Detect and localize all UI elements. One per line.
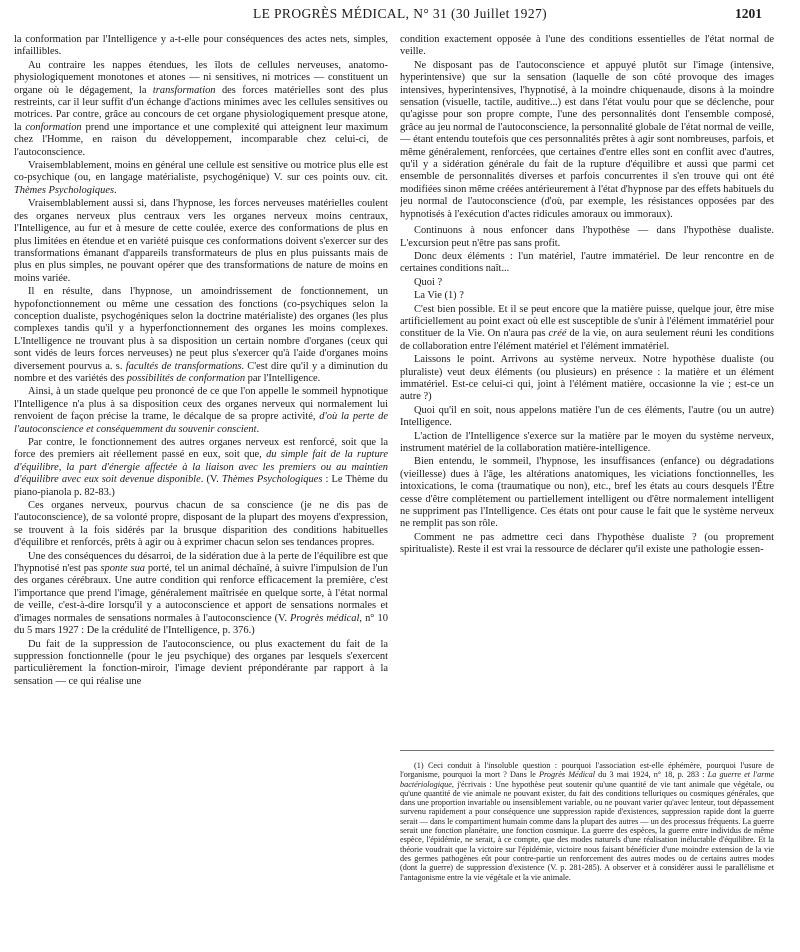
text-run: , j'écrivais : Une hypothèse peut soutenir qu'une quantité de vie tant animale que végétale, ou qu'une quantité de vie animale ne pouvant exister, du fait des conditions telluriques ou cosmiques générales, que dans une proportion invariable ou insensiblement variable, ou ne pouvant varier qu'avec lenteur, tout dépassement survenu rapidement a pour conséquence une suppression rapide d'existences, suppression rapide dont la guerre serait — dans le compartiment humain comme dans la plupart des autres — un des processus fréquents. La guerre serait une fonction planétaire, une fonction cosmique. La guerre des espèces, la guerre entre individus de même espèce, l'épidémie, ne serait, à ce compte, que des modes naturels d'une réalisation inéluctable d'équilibre. Et la théorie voudrait que la victoire sur l'épidémie, victoire nous faisant bénéficier d'une moindre extension de la vie des germes pathogènes eût pour contre-partie un renforcement des autres modes ou de certains autres modes (dont la guerre) de suppression d'existence (V. p. 281-285). A observer et à considérer aussi le parallélisme et l'antagonisme entre la vie végétale et la vie animale. [400,779,774,882]
left-column [14,34,388,946]
paragraph [400,60,774,221]
paragraph [400,405,774,430]
paragraph [14,386,388,436]
italic-text: Progrès médical [290,612,360,624]
text-run: Il en résulte, dans l'hypnose, un amoindrissement de fonctionnement, un hypofonctionnement ou même une cessation des fonctions (co-psychiques selon la conception dualiste, psychogéniques selon la doctrine matérialiste) des organes (les plus complexes tandis qu'il y a hyperfonctionnement des organes les moins complexes. L'Intelligence ne trouvant plus à sa disposition un certain nombre d'organes (ceux qui sont vidés de leurs forces nerveuses) ne peut plus s'exercer qu'à l'aide d'organes moins diversement pourvus a. s. [14,286,388,372]
text-run: la conformation par l'Intelligence y a-t-elle pour conséquences des actes nets, simples, infaillibles. [14,34,388,58]
italic-text: créé [548,328,567,340]
text-run: . [256,423,260,435]
paragraph [400,34,774,59]
text-run: Quoi ? [414,276,443,288]
text-run: Laissons le point. Arrivons au système nerveux. Notre hypothèse dualiste (ou pluraliste) veut deux éléments (ou plusieurs) en présence : la matière et un élément immatériel. Est-ce celui-ci qui, joint à l'élément matière, occasionne la vie ; est-ce un autre ?) [400,354,774,403]
text-run: Vraisemblablement, moins en général une cellule est sensitive ou motrice plus elle est co-psychique (ou, en langage matérialiste, psychogénique) V. sur ces points ouv. cit. [14,160,388,184]
page-number: 1201 [735,6,762,21]
italic-text: Thèmes Psychologiques [14,184,115,196]
paragraph [14,500,388,550]
text-run: Continuons à nous enfoncer dans l'hypothèse — dans l'hypothèse dualiste. L'excursion peut n'être pas sans profit. [400,225,774,249]
paragraph [14,198,388,285]
paragraph [14,34,388,59]
italic-text: Progrès Médical [539,770,596,780]
text-run: : Le Thème du piano-pianola p. 82-83.) [14,474,388,498]
paragraph [400,431,774,456]
text-run: du 3 mai 1924, n° 18, p. 283 : [595,770,708,780]
footnote [400,761,774,882]
text-run: Au contraire les nappes étendues, les îlots de cellules nerveuses, anatomo-physiologiquement monotones et atones — ni sensitives, ni motrices — constituent un organe où le dégagement, la [14,59,388,96]
text-run: de la vie, on aura seulement réuni les conditions de collaboration entre l'élément matériel et l'élément immatériel. [400,328,774,352]
italic-text: facultés de transformations [125,360,242,372]
text-run: Ainsi, à un stade quelque peu prononcé de ce que l'on appelle le sommeil hypnotique l'Intelligence n'a plus à sa disposition ceux des organes nerveux qui normalement lui renvoient de façon précise la trame, le décalque de sa propre activité, [14,386,388,423]
text-run: Comment ne pas admettre ceci dans l'hypothèse dualiste ? (ou proprement spiritualiste). Reste il est vrai la ressource de déclarer qu'il existe une pathologie essen- [400,531,774,556]
text-run: (1) Ceci conduit à l'insoluble question : pourquoi l'association est-elle éphémère, pourquoi l'usure de l'organisme, pourquoi la mort ? Dans le [400,761,774,780]
text-run: Ces organes nerveux, pourvus chacun de sa conscience (je ne dis pas de l'autoconscience), de sa volonté propre, disposant de la plupart des moyens d'expression, se trouvent à la fois sidérés par la brusque disparition des conditions habituelles d'équilibre et renforcés, prêts à agir ou à exprimer chacun selon ses tendances propres. [14,500,388,549]
italic-text: transformation [152,84,216,96]
paragraph [400,456,774,530]
paragraph [14,286,388,385]
running-title: LE PROGRÈS MÉDICAL, N° 31 (30 Juillet 1927) [252,6,548,21]
paragraph [400,354,774,404]
text-run: des forces matérielles sont des plus restreints, car il leur suffit d'un échange d'actions minimes avec les cellules sensitives ou motrices. Par contre, grâce au concours de cet organe physiologiquement presque atone, la [14,84,388,133]
paragraph [14,160,388,197]
paragraph [14,639,388,689]
italic-text: Thèmes Psychologiques [221,474,323,486]
paragraph [400,290,774,302]
paragraph [400,277,774,289]
text-run: Du fait de la suppression de l'autoconscience, ou plus exactement du fait de la suppression fonctionnelle (pour le jeu psychique) des organes par lesquels s'exercent particulièrement la fonction-miroir, l'image devient prépondérante par rapport à la sensation — ce qui réalise une [14,638,388,687]
text-run: Vraisemblablement aussi si, dans l'hypnose, les forces nerveuses matérielles coulent des organes nerveux plus centraux vers les organes nerveux moins centraux, l'Intelligence, au fur et à mesure de cette coulée, exerce des conformations de plus en plus limitées en étendue et en variété puisque ces conformations doivent s'exercer sur des transformations émanant d'appareils transformateurs de plus en plus puissants mais de plus en plus simples, ne pouvant opérer que des transformations de nature de moins en moins variée. [14,198,388,284]
italic-text: La guerre et l'arme bactériologique [400,770,775,789]
paragraph [400,225,774,250]
footnote-paragraph [400,761,774,882]
text-run: Par contre, le fonctionnement des autres organes nerveux est renforcé, soit que la force des premiers ait réellement passé en eux, soit que, [14,437,388,461]
paragraph [14,437,388,499]
text-run: porté, tel un animal déchaîné, à suivre l'impulsion de l'un des organes cérébraux. Une autre condition qui renforce efficacement la première, c'est l'importance que prend l'image, généralement maîtrisée en quelque sorte, à l'état normal de veille, c'est-à-dire lorsqu'il y a autoconscience et apport de sensations normales et d'images normales de sensations normales à l'autoconscience (V. [14,563,388,624]
italic-text: du simple fait de la rupture d'équilibre, la part d'énergie affectée à la liaison avec les premiers ou au maintien d'équilibre avec eux soit devenue disponible [14,449,388,486]
paragraph [14,551,388,638]
text-run: . C'est dire qu'il y a diminution du nombre et des variétés des [14,360,388,384]
paragraph [14,60,388,159]
text-run: . [114,184,117,196]
text-run: C'est bien possible. Et il se peut encore que la matière puisse, quelque jour, être mise artificiellement au point exact où elle est susceptible de s'unir à l'élément immatériel pour constituer de la Vie. On n'aura pas [400,303,774,340]
text-run: Une des conséquences du désarroi, de la sidération due à la perte de l'équilibre est que l'hypnotisé n'est pas [14,550,388,575]
paragraph [400,532,774,557]
text-run: Quoi qu'il en soit, nous appelons matière l'un de ces éléments, l'autre (ou un autre) Intelligence. [400,404,774,429]
paragraph [400,251,774,276]
italic-text: d'où la perte de l'autoconscience et conséquemment du souvenir conscient [14,411,388,435]
text-run: L'action de l'Intelligence s'exerce sur la matière par le moyen du système nerveux, instrument matériel de la collaboration matière-intelligence. [400,430,774,454]
text-run: condition exactement opposée à l'une des conditions essentielles de l'état normal de veille. [400,34,774,58]
text-run: prend une importance et une complexité qui atteignent leur maximum chez l'Homme, en raison du développement, incomparable chez celui-ci, de l'autoconscience. [14,121,388,158]
paragraph [400,304,774,354]
text-run: , n° 10 du 5 mars 1927 : De la crédulité de l'Intelligence, p. 376.) [14,612,388,637]
footnote-divider [400,750,774,751]
text-run: Donc deux éléments : l'un matériel, l'autre immatériel. De leur rencontre en de certaines conditions naît... [400,250,774,275]
text-run: Bien entendu, le sommeil, l'hypnose, les insuffisances (enfance) ou dégradations (vieillesse) dues à l'âge, les altérations anatomiques, les viciations fonctionnelles, les intoxications, le coma (traumatique ou non), etc., bref les états au cours desquels l'Être cesse d'être complètement ou partiellement intelligent ou d'être normalement intelligent ne suppriment pas l'Intelligence. Ces états ont pour cause le fait que le système nerveux ne remplit pas son rôle. [400,456,774,530]
italic-text: sponte sua [100,563,146,575]
text-run: par l'Intelligence. [245,372,321,384]
running-header [0,6,800,26]
italic-text: possibilités de conformation [126,372,246,384]
text-run: Ne disposant pas de l'autoconscience et appuyé plutôt sur l'image (intensive, hyperintensive) que sur la sensation (laquelle de son côté provoque des images intensives, hyperintensives, l'hypnotisé, à la moindre chiquenaude, disons à la moindre sensation (visuelle, tactile, auditive...) est dans l'état voulu pour que se déclenche, pour qu'agisse pour son propre compte, l'une des personnalités dont l'ensemble composé, grâce au jeu normal de l'autoconscience, la personnalité globale de l'état normal de veille, — étant entendu toutefois que ces personnalités prêtes à agir sont nombreuses, parfois, et même généralement, renforcées, que certaines d'entre elles sont en conflit avec d'autres, qu'il y a sidération générale du fait de la rupture d'équilibre et aussi que parmi cet ensemble de personnalités diverses et parfois concurrentes il s'en trouve qui ont été modifiées sinon même créées antérieurement à l'état d'hypnose par des effets habituels du jeu normal de l'autoconscience (d'où, par exemple, les résistances opposées par des hypnotisés à l'exécution d'actes ridicules amoraux ou immoraux). [400,59,774,220]
italic-text: conformation [25,121,82,133]
text-run: . (V. [200,474,222,486]
text-run: La Vie (1) ? [414,290,464,302]
